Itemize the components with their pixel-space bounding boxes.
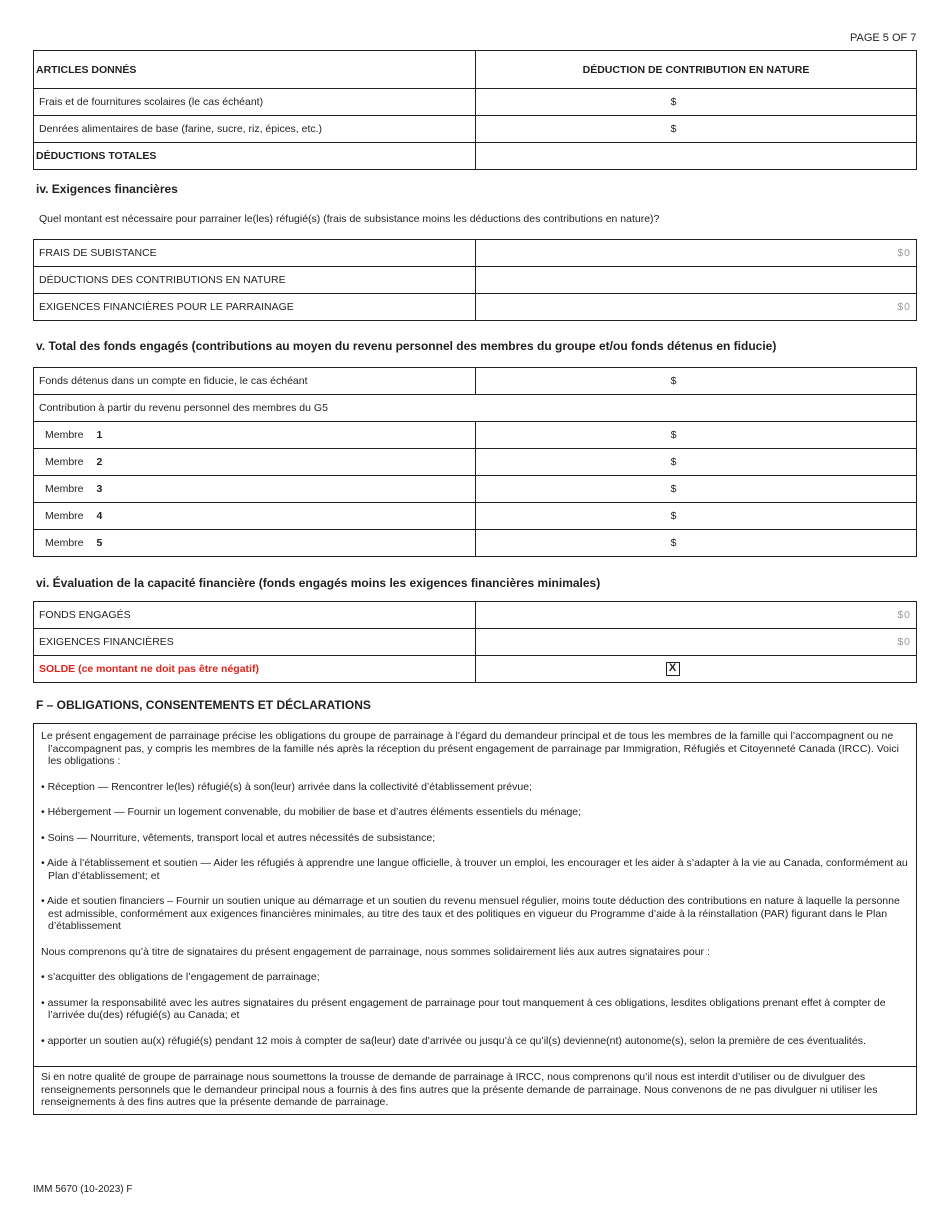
member-number: 3 (96, 483, 103, 495)
trust-funds-input[interactable]: $ (476, 368, 917, 395)
table-row (34, 267, 917, 294)
member-label (34, 476, 476, 503)
balance-checkbox[interactable]: X (666, 662, 680, 676)
table-row (34, 240, 917, 267)
understand-text: Nous comprenons qu’à titre de signataires du présent engagement de parrainage, nous sommes solidairement liés aux autres signataires pour : (41, 945, 710, 958)
trust-funds-label: Fonds détenus dans un compte en fiducie, le cas échéant (34, 368, 476, 395)
member-label (34, 449, 476, 476)
table-row (34, 629, 917, 656)
member-word: Membre (45, 429, 84, 441)
table-row (34, 476, 917, 503)
privacy-box (33, 1066, 917, 1115)
table-row (34, 116, 917, 143)
member-number: 5 (96, 537, 103, 549)
form-code: IMM 5670 (10-2023) F (33, 1184, 133, 1195)
member-number: 1 (96, 429, 103, 441)
requirement-label: EXIGENCES FINANCIÈRES POUR LE PARRAINAGE (34, 294, 476, 321)
page-number: PAGE 5 OF 7 (850, 32, 917, 44)
financial-requirements-table (33, 239, 917, 321)
capacity-value[interactable]: $0 (476, 602, 917, 629)
member-contribution-input[interactable]: $ (476, 503, 917, 530)
table-row (34, 656, 917, 683)
obligation-item: • Aide à l’établissement et soutien — Aider les réfugiés à apprendre une langue officielle, à trouver un emploi, les encourager et les aider à s’adapter à la vie au Canada, conformément au Plan d’établissement; et (41, 857, 908, 882)
capacity-value[interactable]: $0 (476, 629, 917, 656)
table-row (34, 602, 917, 629)
table-row (34, 449, 917, 476)
articles-table (33, 50, 917, 170)
commitment-item: • assumer la responsabilité avec les autres signataires du présent engagement de parrainage pour tout manquement à ces obligations, lesdites obligations prenant effet à compter de l’arrivée du(des) réfugié(s) au Canada; et (41, 996, 886, 1021)
requirement-value[interactable]: $0 (476, 294, 917, 321)
committed-funds-table (33, 367, 917, 557)
table-row (34, 294, 917, 321)
requirement-label: DÉDUCTIONS DES CONTRIBUTIONS EN NATURE (34, 267, 476, 294)
obligation-item: • Soins — Nourriture, vêtements, transport local et autres nécessités de subsistance; (41, 831, 436, 844)
commitment-item: • s’acquitter des obligations de l’engagement de parrainage; (41, 971, 320, 983)
balance-cell (476, 656, 917, 683)
table-row (34, 503, 917, 530)
section-iv-title: iv. Exigences financières (36, 182, 178, 196)
member-word: Membre (45, 510, 84, 522)
obligations-box (33, 723, 917, 1067)
article-value-input[interactable]: $ (476, 89, 917, 116)
member-label (34, 422, 476, 449)
privacy-text: Si en notre qualité de groupe de parrainage nous soumettons la trousse de demande de parrainage à IRCC, nous comprenons qu’il nous est interdit d’utiliser ou de divulguer des renseignements personnels que le demandeur principal nous a fournis à des fins autres que la présente demande de parrainage. Nous convenons de ne pas divulguer ni utiliser les renseignements à des fins autres que la présente demande de parrainage. (41, 1071, 878, 1108)
total-deductions-value[interactable] (476, 143, 917, 170)
member-contribution-input[interactable]: $ (476, 422, 917, 449)
table-row (34, 395, 917, 422)
article-value-input[interactable]: $ (476, 116, 917, 143)
article-label: Denrées alimentaires de base (farine, sucre, riz, épices, etc.) (34, 116, 476, 143)
requirement-value[interactable] (476, 267, 917, 294)
balance-label: SOLDE (ce montant ne doit pas être négatif) (34, 656, 476, 683)
section-vi-title: vi. Évaluation de la capacité financière (fonds engagés moins les exigences financières minimales) (36, 576, 601, 590)
table-row (34, 89, 917, 116)
member-word: Membre (45, 537, 84, 549)
section-iv-question: Quel montant est nécessaire pour parrainer le(les) réfugié(s) (frais de subsistance moins les déductions des contributions en nature)? (39, 213, 660, 225)
table-row (34, 368, 917, 395)
member-number: 4 (96, 510, 103, 522)
contribution-label: Contribution à partir du revenu personnel des membres du G5 (34, 395, 917, 422)
member-label (34, 503, 476, 530)
member-word: Membre (45, 483, 84, 495)
obligation-item: • Réception — Rencontrer le(les) réfugié(s) à son(leur) arrivée dans la collectivité d’établissement prévue; (41, 780, 532, 793)
member-contribution-input[interactable]: $ (476, 476, 917, 503)
member-number: 2 (96, 456, 103, 468)
capacity-label: FONDS ENGAGÉS (34, 602, 476, 629)
member-word: Membre (45, 456, 84, 468)
requirement-value[interactable]: $0 (476, 240, 917, 267)
member-contribution-input[interactable]: $ (476, 530, 917, 557)
section-v-title: v. Total des fonds engagés (contributions au moyen du revenu personnel des membres du groupe et/ou fonds détenus en fiducie) (36, 339, 777, 353)
financial-capacity-table (33, 601, 917, 683)
articles-col-header: ARTICLES DONNÉS (34, 51, 476, 89)
article-label: Frais et de fournitures scolaires (le cas échéant) (34, 89, 476, 116)
member-contribution-input[interactable]: $ (476, 449, 917, 476)
obligations-intro: Le présent engagement de parrainage précise les obligations du groupe de parrainage à l’égard du demandeur principal et de tous les membres de la famille qui l’accompagnent ou ne l’accompagnent pas, y compris les membres de la famille nés après la réception du présent engagement de parrainage par Immigration, Réfugiés et Citoyenneté Canada (IRCC). Voici les obligations : (41, 730, 899, 767)
member-label (34, 530, 476, 557)
total-deductions-label: DÉDUCTIONS TOTALES (34, 143, 476, 170)
requirement-label: FRAIS DE SUBISTANCE (34, 240, 476, 267)
deduction-col-header: DÉDUCTION DE CONTRIBUTION EN NATURE (476, 51, 917, 89)
obligation-item: • Aide et soutien financiers – Fournir un soutien unique au démarrage et un soutien du revenu mensuel régulier, moins toute déduction des contributions en nature à laquelle la personne est admissible, conformément aux exigences financières minimales, au titre des taux et des politiques en vigueur du Programme d’aide à la réinstallation (PAR) figurant dans le Plan d’établissement (41, 895, 900, 932)
obligation-item: • Hébergement — Fournir un logement convenable, du mobilier de base et d’autres éléments essentiels du ménage; (41, 806, 582, 818)
table-row (34, 143, 917, 170)
table-row (34, 422, 917, 449)
table-row (34, 530, 917, 557)
capacity-label: EXIGENCES FINANCIÈRES (34, 629, 476, 656)
section-f-title: F – OBLIGATIONS, CONSENTEMENTS ET DÉCLARATIONS (36, 698, 371, 712)
commitment-item: • apporter un soutien au(x) réfugié(s) pendant 12 mois à compter de sa(leur) date d’arrivée ou jusqu’à ce qu’il(s) devienne(nt) autonome(s), selon la première de ces éventualités. (41, 1034, 866, 1047)
